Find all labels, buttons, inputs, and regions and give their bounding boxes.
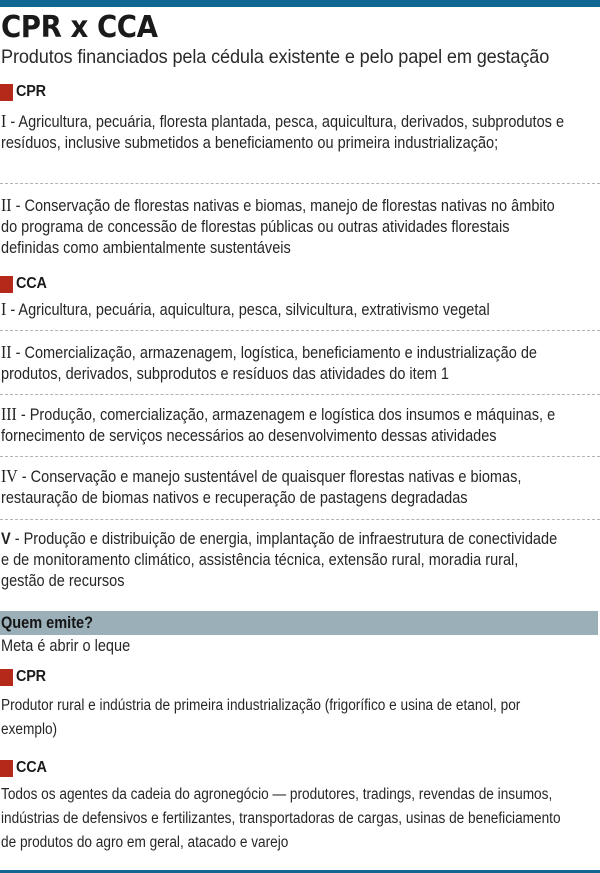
dashed-divider	[0, 330, 600, 331]
section-header-cpr	[0, 83, 49, 101]
list-item-cca-5	[1, 529, 564, 592]
item-numeral: I	[1, 111, 7, 131]
dashed-divider	[0, 519, 600, 520]
red-square-marker-icon	[0, 669, 13, 686]
red-square-marker-icon	[0, 276, 13, 293]
item-numeral: II	[1, 195, 12, 215]
red-square-marker-icon	[0, 760, 13, 777]
issuer-text-cpr: Produtor rural e indústria de primeira industrialização (frigorífico e usina de etanol, por exemplo)	[1, 697, 521, 738]
item-text: Comercialização, armazenagem, logística, beneficiamento e industrialização de produtos, derivados, subprodutos e resíduos das atividades do item 1	[1, 344, 537, 383]
list-item-cca-4	[1, 466, 564, 509]
item-separator: -	[16, 406, 30, 424]
list-item-cca-2	[1, 342, 564, 385]
list-item-cpr-1	[1, 111, 564, 154]
item-text: Agricultura, pecuária, floresta plantada, pesca, aquicultura, derivados, subprodutos e resíduos, inclusive submetidos a beneficiamento ou primeira industrialização;	[1, 113, 565, 152]
dashed-divider	[0, 456, 600, 457]
item-separator: -	[6, 113, 19, 131]
item-text: Conservação e manejo sustentável de quaisquer florestas nativas e biomas, restauração de biomas nativos e recuperação de pastagens degradadas	[1, 468, 522, 507]
section-label: CCA	[16, 759, 47, 776]
list-item-cca-3	[1, 404, 564, 447]
top-accent-bar	[0, 0, 600, 7]
section-header-issuer-cpr	[0, 668, 49, 686]
dashed-divider	[0, 394, 600, 395]
item-separator: -	[6, 301, 19, 319]
item-numeral: III	[1, 404, 17, 424]
item-numeral: IV	[1, 466, 18, 486]
item-separator: -	[17, 468, 31, 486]
section-label: CCA	[16, 275, 47, 292]
item-text: Produção, comercialização, armazenagem e logística dos insumos e máquinas, e fornecimento de serviços necessários ao desenvolvimento dessas atividades	[1, 406, 556, 445]
issuers-header-band	[0, 611, 598, 635]
item-text: Agricultura, pecuária, aquicultura, pesca, silvicultura, extrativismo vegetal	[18, 301, 490, 319]
item-text: Conservação de florestas nativas e biomas, manejo de florestas nativas no âmbito do programa de concessão de florestas públicas ou outras atividades florestais definidas como ambientalmente sustentáveis	[1, 197, 555, 257]
section-header-issuer-cca	[0, 759, 50, 777]
red-square-marker-icon	[0, 84, 13, 101]
issuer-text-cca: Todos os agentes da cadeia do agronegócio — produtores, tradings, revendas de insumos, indústrias de defensivos e fertilizantes, transportadoras de cargas, usinas de beneficiamento de produtos do agro em geral, atacado e varejo	[1, 786, 561, 851]
item-separator: -	[11, 344, 25, 362]
item-text: Produção e distribuição de energia, implantação de infraestrutura de conectividade e de monitoramento climático, assistência técnica, extensão rural, moradia rural, gestão de recursos	[1, 530, 558, 590]
section-header-cca	[0, 275, 50, 293]
item-separator: -	[10, 530, 24, 548]
page-title: CPR x CCA	[1, 10, 158, 45]
issuers-heading: Quem emite?	[1, 614, 93, 632]
list-item-cca-1	[1, 299, 564, 321]
item-separator: -	[11, 197, 25, 215]
list-item-cpr-2	[1, 195, 564, 259]
item-numeral: II	[1, 342, 12, 362]
dashed-divider	[0, 183, 600, 184]
issuers-subheading: Meta é abrir o leque	[1, 637, 131, 655]
page-subtitle: Produtos financiados pela cédula existente e pelo papel em gestação	[1, 46, 550, 68]
item-numeral: I	[1, 299, 7, 319]
section-label: CPR	[16, 83, 46, 100]
item-numeral: V	[1, 530, 11, 548]
section-label: CPR	[16, 668, 46, 685]
